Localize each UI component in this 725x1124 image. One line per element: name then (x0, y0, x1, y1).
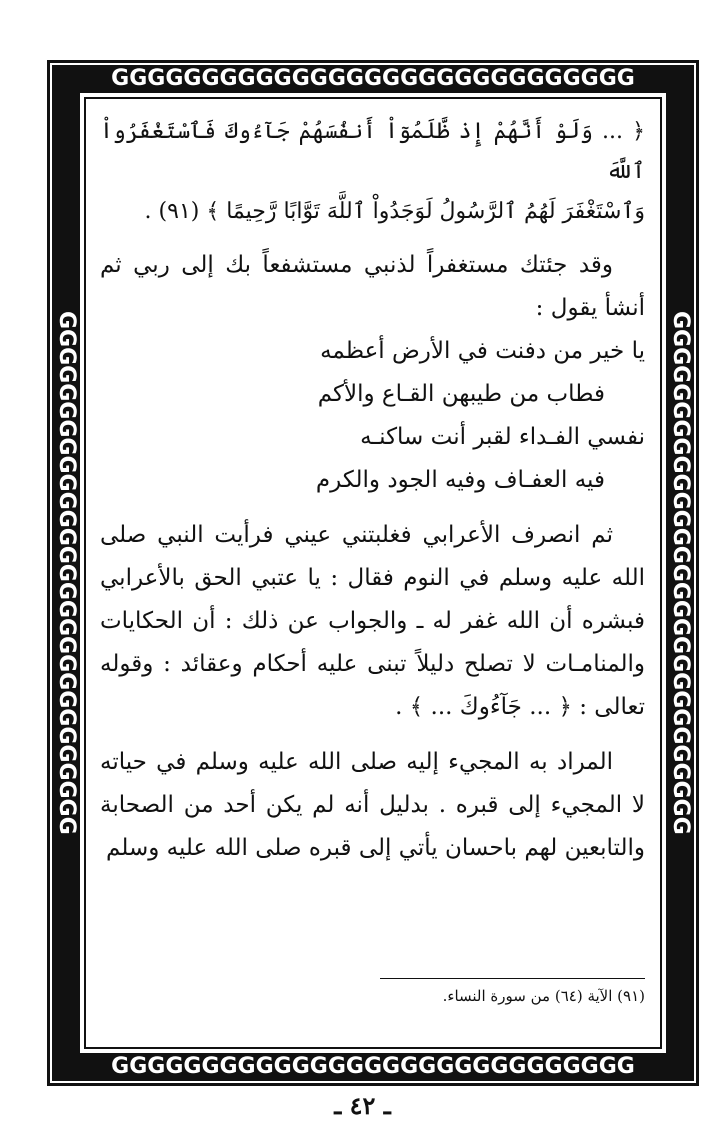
frame-ornament-left: GGGGGGGGGGGGGGGGGGGGGGGGGGGGG (54, 311, 79, 835)
paragraph-intro: وقد جئتك مستغفراً لذنبي مستشفعاً بك إلى ربي ثم أنشأ يقول : (100, 252, 645, 321)
paragraph-story: ثم انصرف الأعرابي فغلبتني عيني فرأيت النبي صلى الله عليه وسلم في النوم فقال : يا عتبي الحق بالأعرابي فبشره أن الله غفر له ـ والجواب عن ذلك : أن الحكايات والمنامـات لا تصلح دليلاً تبنى عليه أحكام وعقائد : وقوله تعالى : ﴿ ... جَآءُوكَ ... ﴾ . (100, 522, 645, 720)
quran-verse-line-1: ﴿ ... وَلَوْ أَنَّهُمْ إِذ ظَّلَمُوٓاْ أَنفُسَهُمْ جَآءُوكَ فَٱسْتَغْفَرُواْ ٱللَّهَ (100, 119, 645, 184)
poem-line-2: فطاب من طيبهن القـاع والأكم (317, 381, 605, 407)
poem (100, 330, 645, 502)
poem-line-4: فيه العفـاف وفيه الجود والكرم (315, 467, 605, 493)
main-text (100, 112, 645, 870)
footnote: (٩١) الآية (٦٤) من سورة النساء. (442, 987, 645, 1005)
poem-line-3: نفسي الفـداء لقبر أنت ساكنـه (360, 424, 645, 450)
frame-ornament-bottom: GGGGGGGGGGGGGGGGGGGGGGGGGGGGG (111, 1054, 635, 1079)
quran-verse-line-2: وَٱسْتَغْفَرَ لَهُمُ ٱلرَّسُولُ لَوَجَدُواْ ٱللَّهَ تَوَّابًا رَّحِيمًا ﴾ (٩١) . (144, 199, 645, 224)
footnote-divider (380, 978, 645, 979)
paragraph-explanation: المراد به المجيء إليه صلى الله عليه وسلم في حياته لا المجيء إلى قبره . بدليل أنه لم يكن أحد من الصحابة والتابعين لهم باحسان يأتي إلى قبره صلى الله عليه وسلم (100, 749, 645, 861)
poem-line-1: يا خير من دفنت في الأرض أعظمه (320, 338, 645, 364)
page-number: ـ ٤٢ ـ (334, 1091, 391, 1120)
frame-ornament-top: GGGGGGGGGGGGGGGGGGGGGGGGGGGGG (111, 66, 635, 91)
frame-ornament-right: GGGGGGGGGGGGGGGGGGGGGGGGGGGGG (668, 311, 693, 835)
